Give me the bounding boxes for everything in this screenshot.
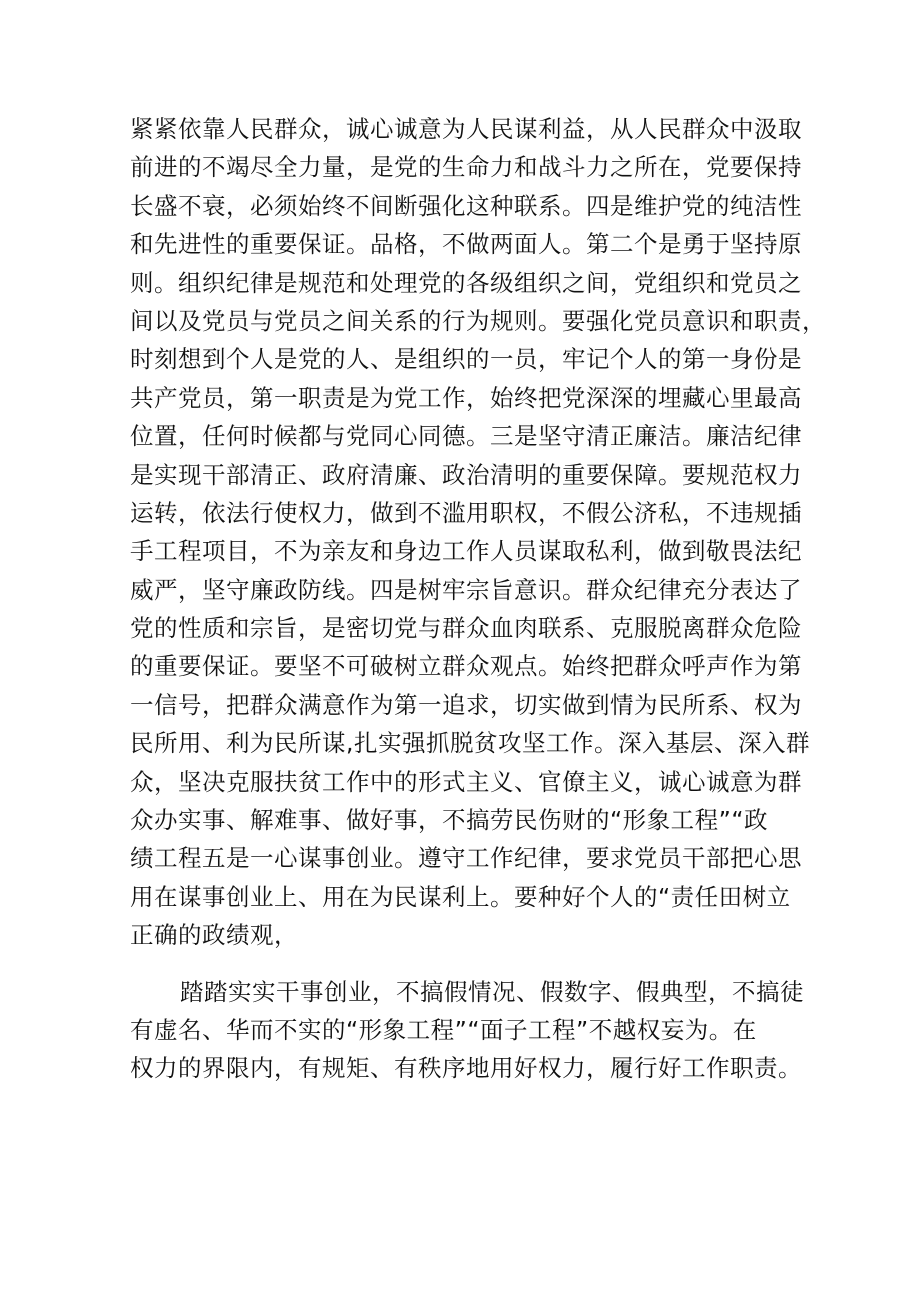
text-line: 有虚名、华而不实的“形象工程”“面子工程”不越权妄为。在 [130, 1015, 757, 1044]
text-line: 威严，坚守廉政防线。四是树牢宗旨意识。群众纪律充分表达了 [130, 575, 802, 604]
text-line: 权力的界限内，有规矩、有秩序地用好权力，履行好工作职责。 [130, 1054, 802, 1083]
text-line-indented: 踏踏实实干事创业，不搞假情况、假数字、假典型，不搞徒 [180, 977, 804, 1006]
text-line: 绩工程五是一心谋事创业。遵守工作纪律，要求党员干部把心思 [130, 844, 802, 873]
text-line: 一信号，把群众满意作为第一追求，切实做到情为民所系、权为 [130, 690, 802, 719]
paragraph-1 [130, 110, 826, 955]
text-line: 则。组织纪律是规范和处理党的各级组织之间，党组织和党员之 [130, 268, 802, 297]
text-line: 手工程项目，不为亲友和身边工作人员谋取私利，做到敬畏法纪 [130, 537, 802, 566]
text-line: 运转，依法行使权力，做到不滥用职权，不假公济私，不违规插 [130, 498, 802, 527]
text-line: 位置，任何时候都与党同心同德。三是坚守清正廉洁。廉洁纪律 [130, 422, 802, 451]
text-line: 共产党员，第一职责是为党工作，始终把党深深的埋藏心里最高 [130, 383, 802, 412]
text-line: 时刻想到个人是党的人、是组织的一员，牢记个人的第一身份是 [130, 345, 802, 374]
text-line: 党的性质和宗旨，是密切党与群众血肉联系、克服脱离群众危险 [130, 614, 802, 643]
text-line: 用在谋事创业上、用在为民谋利上。要种好个人的“责任田树立 [130, 882, 791, 911]
text-line: 是实现干部清正、政府清廉、政治清明的重要保障。要规范权力 [130, 460, 802, 489]
text-line: 紧紧依靠人民群众，诚心诚意为人民谋利益，从人民群众中汲取 [130, 115, 802, 143]
text-line: 和先进性的重要保证。品格，不做两面人。第二个是勇于坚持原 [130, 230, 802, 259]
text-line: 众办实事、解难事、做好事，不搞劳民伤财的“形象工程”“政 [130, 806, 769, 835]
text-line: 民所用、利为民所谋,扎实强抓脱贫攻坚工作。深入基层、深入群 [130, 729, 810, 758]
text-line: 众，坚决克服扶贫工作中的形式主义、官僚主义，诚心诚意为群 [130, 767, 802, 796]
document-body [130, 110, 826, 1088]
paragraph-2 [130, 973, 810, 1088]
text-line: 正确的政绩观， [130, 921, 298, 950]
text-line: 前进的不竭尽全力量，是党的生命力和战斗力之所在，党要保持 [130, 153, 802, 182]
text-line: 的重要保证。要坚不可破树立群众观点。始终把群众呼声作为第 [130, 652, 802, 681]
paragraph-spacer [130, 955, 810, 973]
text-line: 间以及党员与党员之间关系的行为规则。要强化党员意识和职责， [130, 306, 826, 335]
text-line: 长盛不衰，必须始终不间断强化这种联系。四是维护党的纯洁性 [130, 191, 802, 220]
